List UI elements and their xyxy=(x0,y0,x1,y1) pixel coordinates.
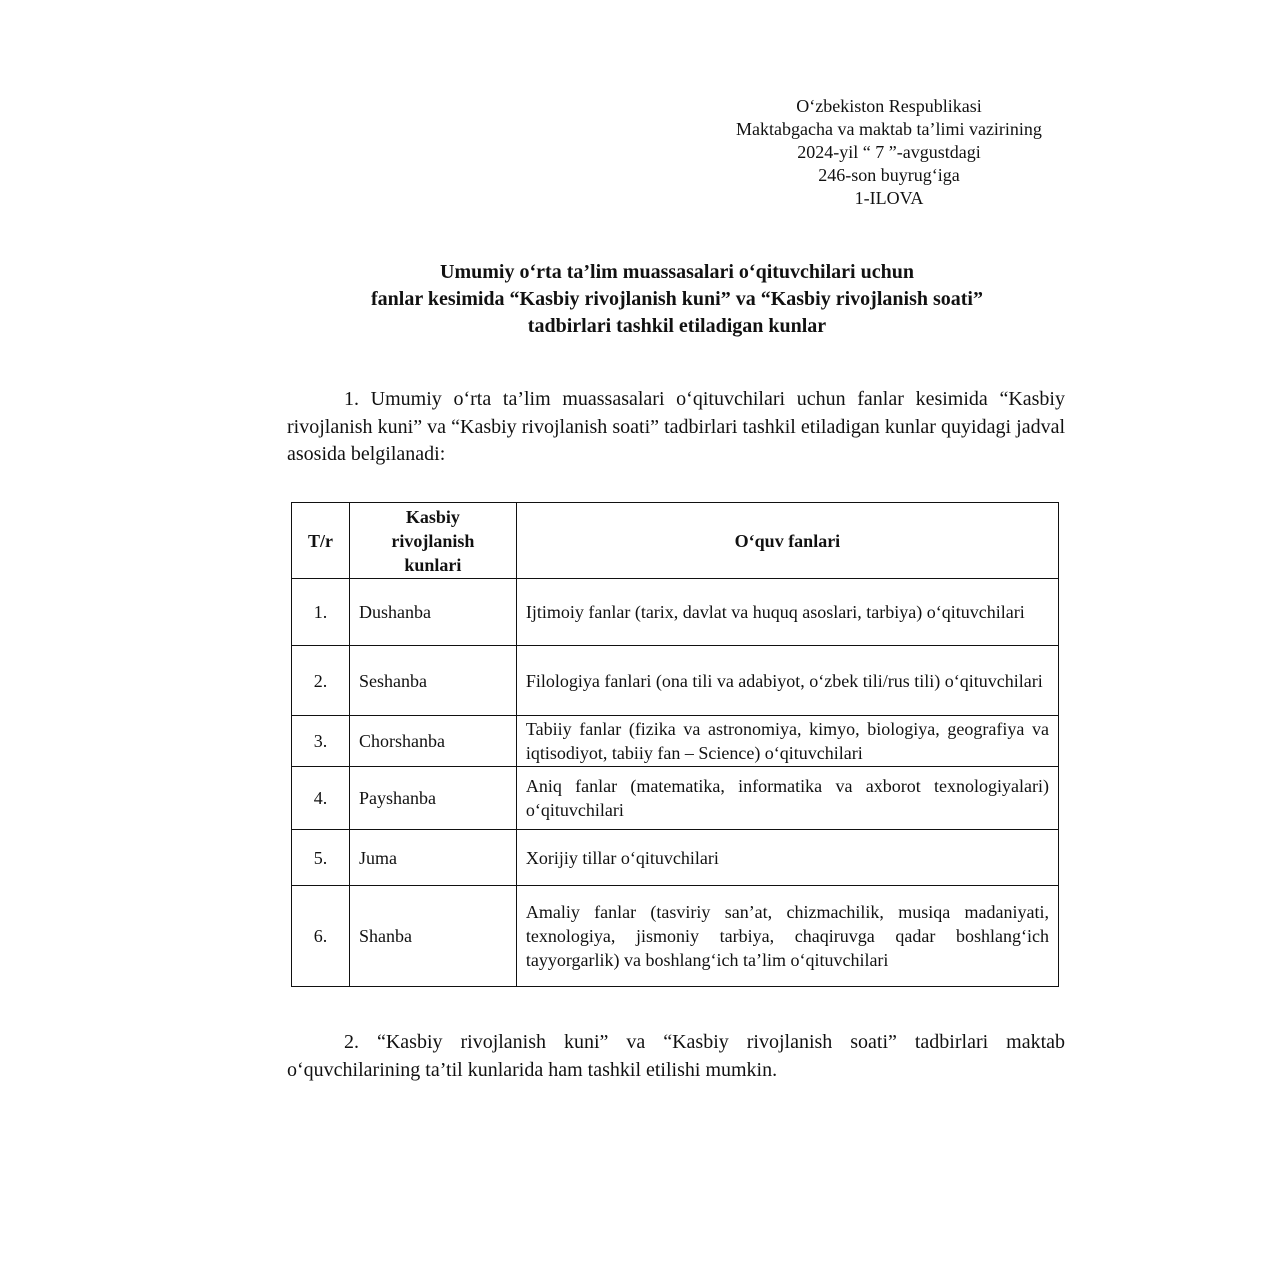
title-line: Umumiy o‘rta ta’lim muassasalari o‘qituvchilari uchun xyxy=(440,261,914,283)
header-number: T/r xyxy=(292,503,350,579)
approval-line: 1-ILOVA xyxy=(854,188,924,208)
title-line: tadbirlari tashkil etiladigan kunlar xyxy=(527,315,827,337)
row-subjects: Filologiya fanlari (ona tili va adabiyot, o‘zbek tili/rus tili) o‘qituvchilari xyxy=(516,646,1058,716)
table-row xyxy=(292,579,1059,646)
row-day: Shanba xyxy=(349,886,516,987)
table-row xyxy=(292,886,1059,987)
row-number: 4. xyxy=(292,767,350,830)
paragraph-1: 1. Umumiy o‘rta ta’lim muassasalari o‘qituvchilari uchun fanlar kesimida “Kasbiy rivojlanish kuni” va “Kasbiy rivojlanish soati” tadbirlari tashkil etiladigan kunlar quyidagi jadval asosida belgilanadi: xyxy=(287,388,1065,465)
row-number: 2. xyxy=(292,646,350,716)
approval-line: Maktabgacha va maktab ta’limi vazirining xyxy=(736,119,1042,139)
header-subjects: O‘quv fanlari xyxy=(516,503,1058,579)
row-subjects: Ijtimoiy fanlar (tarix, davlat va huquq asoslari, tarbiya) o‘qituvchilari xyxy=(516,579,1058,646)
approval-line: 246-son buyrug‘iga xyxy=(818,165,960,185)
row-subjects: Amaliy fanlar (tasviriy san’at, chizmachilik, musiqa madaniyati, texnologiya, jismoniy tarbiya, chaqiruvga qadar boshlang‘ich tayyorgarlik) va boshlang‘ich ta’lim o‘qituvchilari xyxy=(516,886,1058,987)
table-row xyxy=(292,830,1059,886)
row-number: 5. xyxy=(292,830,350,886)
row-subjects: Tabiiy fanlar (fizika va astronomiya, kimyo, biologiya, geografiya va iqtisodiyot, tabiiy fan – Science) o‘qituvchilari xyxy=(516,716,1058,767)
approval-block xyxy=(700,95,1078,210)
row-subjects: Aniq fanlar (matematika, informatika va axborot texnologiyalari) o‘qituvchilari xyxy=(516,767,1058,830)
approval-line: O‘zbekiston Respublikasi xyxy=(796,96,982,116)
table-header-row xyxy=(292,503,1059,579)
row-day: Dushanba xyxy=(349,579,516,646)
row-day: Payshanba xyxy=(349,767,516,830)
row-day: Seshanba xyxy=(349,646,516,716)
table-row xyxy=(292,646,1059,716)
row-subjects: Xorijiy tillar o‘qituvchilari xyxy=(516,830,1058,886)
title-line: fanlar kesimida “Kasbiy rivojlanish kuni” va “Kasbiy rivojlanish soati” xyxy=(371,288,983,310)
row-day: Chorshanba xyxy=(349,716,516,767)
table-row xyxy=(292,716,1059,767)
paragraph-2: 2. “Kasbiy rivojlanish kuni” va “Kasbiy rivojlanish soati” tadbirlari maktab o‘quvchilarining ta’til kunlarida ham tashkil etilishi mumkin. xyxy=(287,1031,1065,1081)
document-title xyxy=(230,259,1124,340)
row-day: Juma xyxy=(349,830,516,886)
header-day: Kasbiy rivojlanish kunlari xyxy=(349,503,516,579)
row-number: 6. xyxy=(292,886,350,987)
schedule-table xyxy=(291,502,1059,987)
approval-line: 2024-yil “ 7 ”-avgustdagi xyxy=(797,142,981,162)
table-row xyxy=(292,767,1059,830)
row-number: 1. xyxy=(292,579,350,646)
row-number: 3. xyxy=(292,716,350,767)
